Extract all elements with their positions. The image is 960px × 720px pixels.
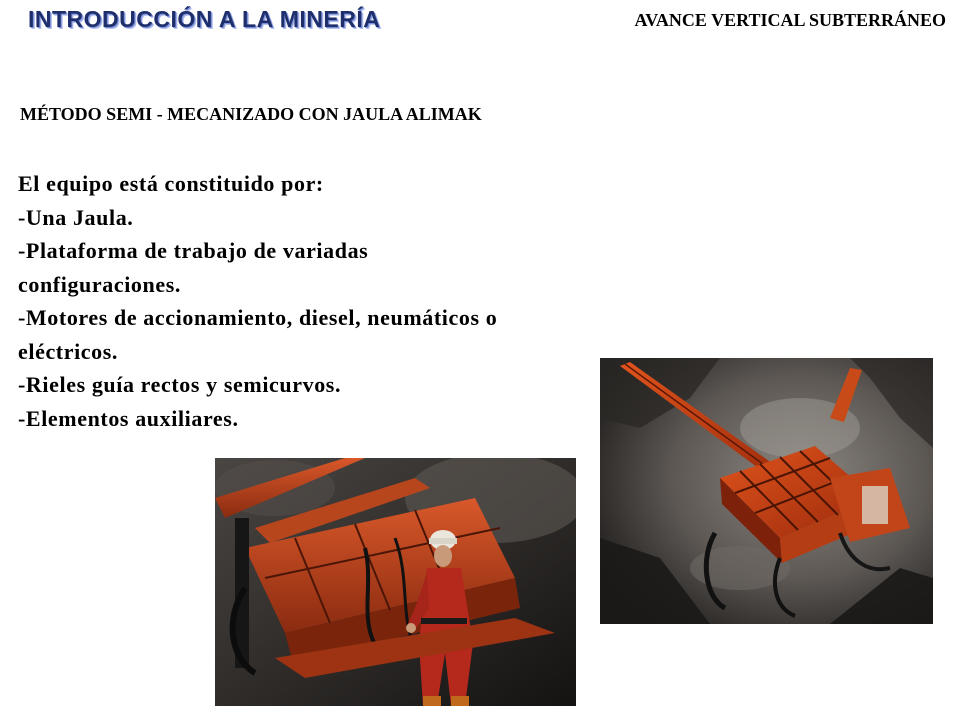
worker-operating-rig-photo <box>215 458 576 706</box>
section-title: AVANCE VERTICAL SUBTERRÁNEO <box>634 10 946 30</box>
list-item-continuation: configuraciones. <box>18 271 181 297</box>
list-item: -Una Jaula. <box>18 204 134 230</box>
list-item-continuation: eléctricos. <box>18 338 119 364</box>
list-item: -Plataforma de trabajo de variadas <box>18 238 369 263</box>
list-item: -Elementos auxiliares. <box>18 405 239 431</box>
list-item: -Rieles guía rectos y semicurvos. <box>18 372 342 397</box>
equipment-list <box>18 167 658 435</box>
alimak-platform-photo <box>600 358 933 624</box>
list-item: -Motores de accionamiento, diesel, neumáticos o <box>18 305 498 330</box>
page-subtitle: MÉTODO SEMI - MECANIZADO CON JAULA ALIMAK <box>20 104 482 124</box>
main-title: INTRODUCCIÓN A LA MINERÍA <box>28 6 381 32</box>
alimak-platform-in-raise-icon <box>600 358 933 624</box>
list-intro: El equipo está constituido por: <box>18 171 324 196</box>
worker-operating-alimak-raise-climber-icon <box>215 458 576 706</box>
